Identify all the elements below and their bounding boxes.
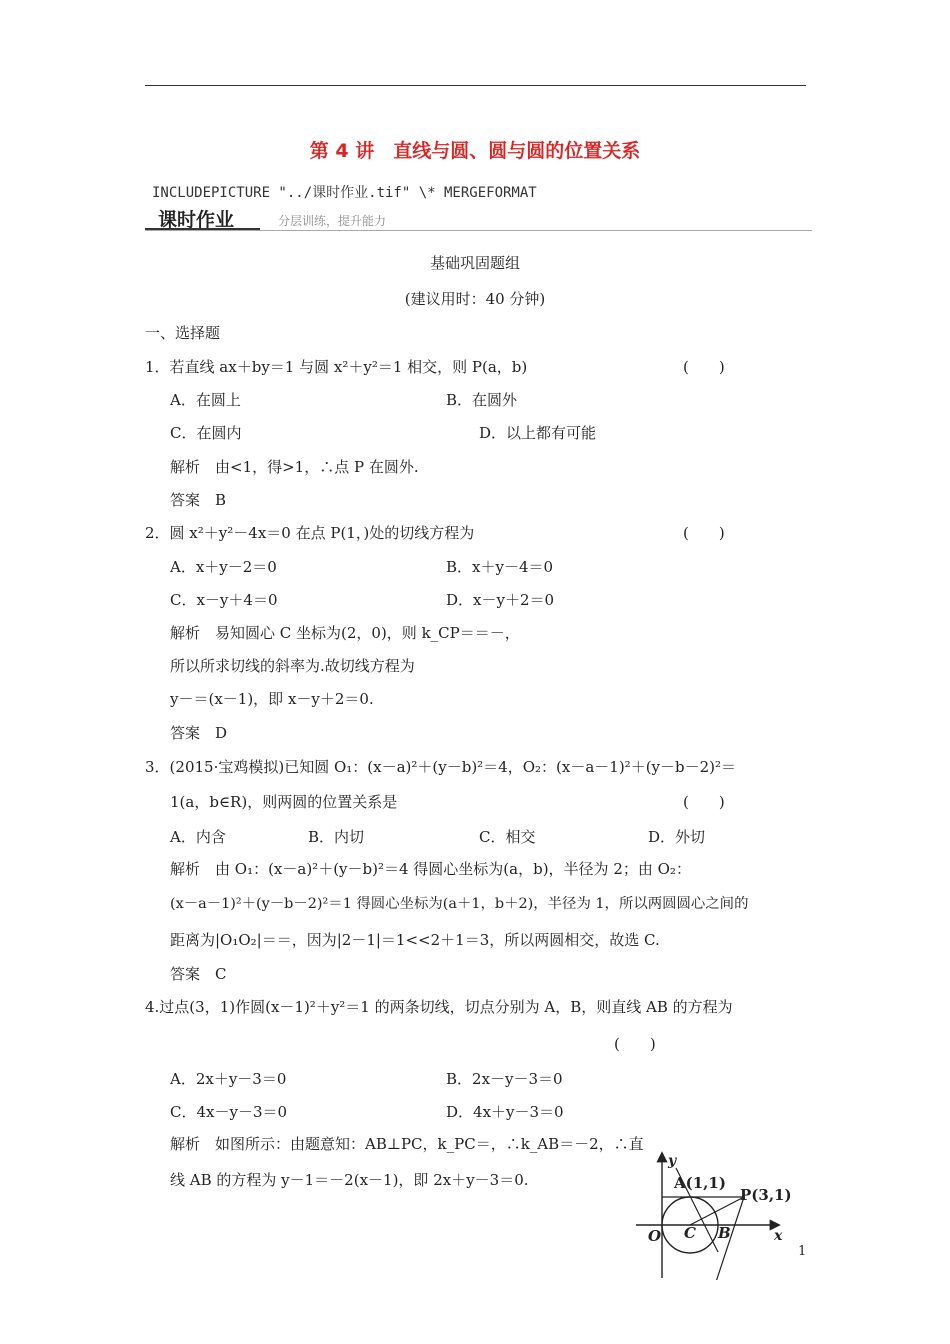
label-point-a: A(1,1)	[674, 1174, 726, 1192]
question-4-option-c: C．4x－y－3＝0	[170, 1103, 288, 1121]
question-1-option-c: C．在圆内	[170, 424, 242, 442]
question-3-stem-continued: 1(a，b∈R)，则两圆的位置关系是	[170, 793, 398, 811]
question-3-option-d: D．外切	[648, 828, 706, 846]
top-rule	[145, 85, 806, 86]
label-y: y	[668, 1153, 677, 1169]
question-2-option-c: C．x－y＋4＝0	[170, 591, 278, 609]
question-2-stem: 2．圆 x²＋y²－4x＝0 在点 P(1，)处的切线方程为	[145, 524, 475, 542]
question-4-analysis-line-1: 解析 如图所示：由题意知：AB⊥PC，k_PC＝，∴k_AB＝－2，∴直	[170, 1135, 644, 1153]
question-3-stem: 3．(2015·宝鸡模拟)已知圆 O₁：(x－a)²＋(y－b)²＝4，O₂：(x－a－1)²＋(y－b－2)²＝	[145, 758, 737, 776]
question-4-analysis-line-2: 线 AB 的方程为 y－1＝－2(x－1)，即 2x＋y－3＝0.	[170, 1171, 529, 1189]
question-3-bracket: ( )	[683, 793, 725, 811]
label-point-c: C	[684, 1224, 696, 1242]
include-field-code: INCLUDEPICTURE "../课时作业.tif" \* MERGEFORMAT	[152, 185, 537, 201]
question-3-option-b: B．内切	[308, 828, 365, 846]
question-2-option-a: A．x＋y－2＝0	[170, 558, 277, 576]
question-3-answer: 答案 C	[170, 965, 227, 983]
question-2-option-b: B．x＋y－4＝0	[446, 558, 554, 576]
question-3-analysis-line-3: 距离为|O₁O₂|＝＝，因为|2－1|＝1<<2＋1＝3，所以两圆相交，故选 C.	[170, 931, 660, 949]
section-band-subtitle: 分层训练，提升能力	[278, 214, 387, 228]
question-2-answer: 答案 D	[170, 724, 228, 742]
question-1-option-b: B．在圆外	[446, 391, 518, 409]
question-3-option-a: A．内含	[170, 828, 226, 846]
question-1-bracket: ( )	[683, 358, 725, 376]
question-1-option-a: A．在圆上	[170, 391, 241, 409]
question-3-option-c: C．相交	[479, 828, 536, 846]
question-4-bracket: ( )	[614, 1035, 656, 1053]
section-band-label: 课时作业	[158, 209, 235, 231]
question-4-stem: 4.过点(3，1)作圆(x－1)²＋y²＝1 的两条切线，切点分别为 A，B，则直线 AB 的方程为	[145, 998, 733, 1016]
page-title: 第 4 讲 直线与圆、圆与圆的位置关系	[309, 140, 641, 162]
question-1-option-d: D．以上都有可能	[479, 424, 597, 442]
question-4-option-d: D．4x＋y－3＝0	[446, 1103, 564, 1121]
question-4-option-a: A．2x＋y－3＝0	[170, 1070, 287, 1088]
label-origin: O	[648, 1227, 662, 1245]
suggested-time: (建议用时：40 分钟)	[404, 290, 546, 308]
label-point-b: B	[718, 1224, 731, 1242]
label-x: x	[774, 1228, 783, 1244]
question-1-stem: 1．若直线 ax＋by＝1 与圆 x²＋y²＝1 相交，则 P(a，b)	[145, 358, 528, 376]
part-heading: 一、选择题	[145, 324, 221, 342]
question-1-answer: 答案 B	[170, 491, 227, 509]
question-1-analysis: 解析 由<1，得>1，∴点 P 在圆外.	[170, 458, 419, 476]
question-2-analysis-line-1: 解析 易知圆心 C 坐标为(2，0)，则 k_CP＝＝－，	[170, 624, 520, 642]
question-3-analysis-line-2: (x－a－1)²＋(y－b－2)²＝1 得圆心坐标为(a＋1，b＋2)，半径为 1，所以两圆圆心之间的	[170, 896, 749, 912]
group-heading: 基础巩固题组	[429, 254, 520, 272]
question-3-analysis-line-1: 解析 由 O₁：(x－a)²＋(y－b)²＝4 得圆心坐标为(a，b)，半径为 2；由 O₂：	[170, 860, 691, 878]
question-4-option-b: B．2x－y－3＝0	[446, 1070, 563, 1088]
label-point-p: P(3,1)	[740, 1186, 792, 1204]
page-number: 1	[798, 1244, 807, 1259]
question-2-bracket: ( )	[683, 524, 725, 542]
question-2-analysis-line-3: y－＝(x－1)，即 x－y＋2＝0.	[170, 690, 374, 708]
question-2-analysis-line-2: 所以所求切线的斜率为.故切线方程为	[170, 657, 415, 675]
tangent-diagram	[628, 1148, 808, 1280]
question-2-option-d: D．x－y＋2＝0	[446, 591, 555, 609]
band-underline	[145, 230, 812, 231]
